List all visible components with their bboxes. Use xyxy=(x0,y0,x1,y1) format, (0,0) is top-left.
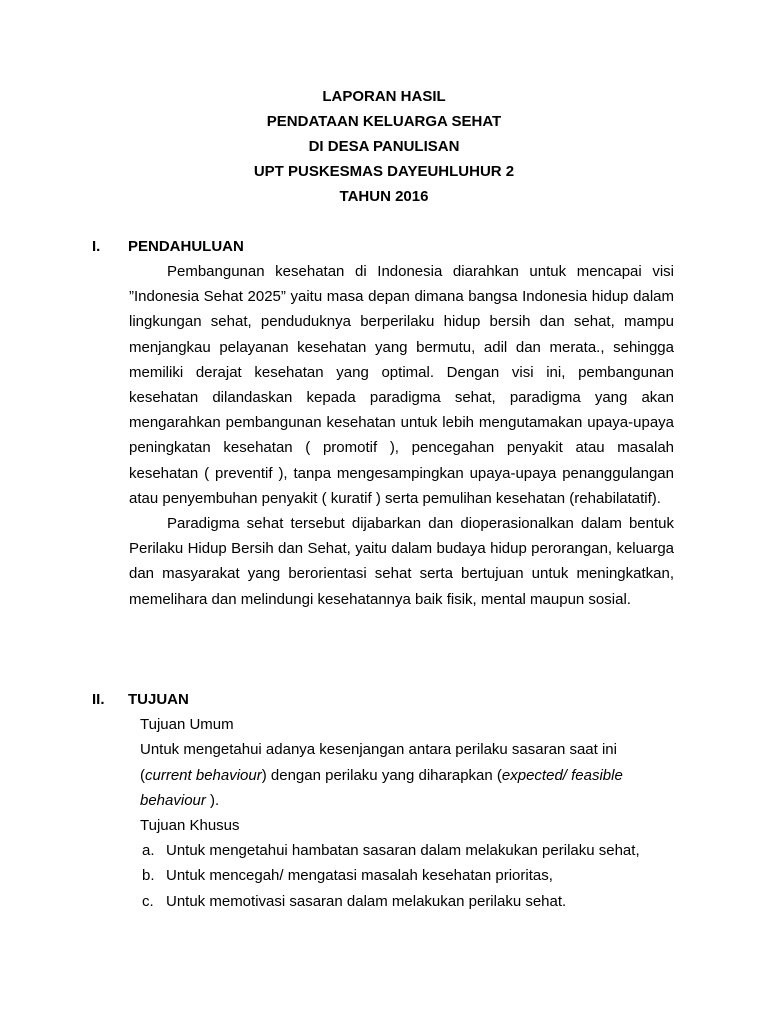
title-line: PENDATAAN KELUARGA SEHAT xyxy=(266,113,502,130)
list-marker: a. xyxy=(142,842,155,859)
list-item-text: Untuk mengetahui hambatan sasaran dalam melakukan perilaku sehat, xyxy=(166,842,640,859)
tujuan-khusus-list xyxy=(142,838,682,914)
list-item xyxy=(142,838,682,863)
paragraph: Pembangunan kesehatan di Indonesia diarahkan untuk mencapai visi ”Indonesia Sehat 2025” yaitu masa depan dimana bangsa Indonesia hidup dalam lingkungan sehat, penduduknya berperilaku hidup bersih dan sehat, mampu menjangkau pelayanan kesehatan yang bermutu, adil dan merata., sehingga memiliki derajat kesehatan yang optimal. Dengan visi ini, pembangunan kesehatan dilandaskan kepada paradigma sehat, paradigma yang akan mengarahkan pembangunan kesehatan untuk lebih mengutamakan upaya-upaya peningkatan kesehatan ( promotif ), pencegahan penyakit atau masalah kesehatan ( preventif ), tanpa mengesampingkan upaya-upaya penanggulangan atau penyembuhan penyakit ( kuratif ) serta pemulihan kesehatan (rehabilatatif). xyxy=(129,263,674,507)
italic-term: behaviour xyxy=(140,791,206,809)
list-marker: c. xyxy=(142,892,154,910)
list-marker: b. xyxy=(142,867,155,885)
tujuan-umum-line xyxy=(140,788,680,813)
text-span: ). xyxy=(205,791,220,809)
report-title xyxy=(0,86,768,211)
title-line: DI DESA PANULISAN xyxy=(308,138,460,155)
paragraph: Paradigma sehat tersebut dijabarkan dan dioperasionalkan dalam bentuk Perilaku Hidup Bersih dan Sehat, yaitu dalam budaya hidup perorangan, keluarga dan masyarakat yang berorientasi sehat serta bertujuan untuk meningkatkan, memelihara dan melindungi kesehatannya baik fisik, mental maupun sosial. xyxy=(129,515,674,608)
section-heading-pendahuluan xyxy=(92,237,244,257)
italic-term: current behaviour xyxy=(145,766,262,784)
title-line: LAPORAN HASIL xyxy=(322,88,446,105)
list-item xyxy=(142,889,682,914)
title-line: TAHUN 2016 xyxy=(339,188,429,205)
text-span: ) dengan perilaku yang diharapkan ( xyxy=(261,766,502,784)
pendahuluan-body xyxy=(129,259,674,612)
section-number: II. xyxy=(92,691,105,708)
subheading-tujuan-khusus: Tujuan Khusus xyxy=(140,817,240,835)
list-item-text: Untuk mencegah/ mengatasi masalah kesehatan prioritas, xyxy=(166,867,553,885)
section-title: TUJUAN xyxy=(128,691,189,708)
title-line: UPT PUSKESMAS DAYEUHLUHUR 2 xyxy=(253,163,515,180)
tujuan-umum-line: Untuk mengetahui adanya kesenjangan antara perilaku sasaran saat ini xyxy=(140,741,617,759)
section-number: I. xyxy=(92,238,101,255)
tujuan-umum-line xyxy=(140,763,680,788)
text-span: ( xyxy=(140,766,145,784)
list-item-text: Untuk memotivasi sasaran dalam melakukan perilaku sehat. xyxy=(166,892,567,910)
section-title: PENDAHULUAN xyxy=(128,238,244,255)
section-heading-tujuan xyxy=(92,690,189,710)
subheading-tujuan-umum: Tujuan Umum xyxy=(140,716,234,733)
italic-term: expected/ feasible xyxy=(501,766,623,784)
list-item xyxy=(142,863,682,888)
tujuan-umum xyxy=(140,712,680,838)
